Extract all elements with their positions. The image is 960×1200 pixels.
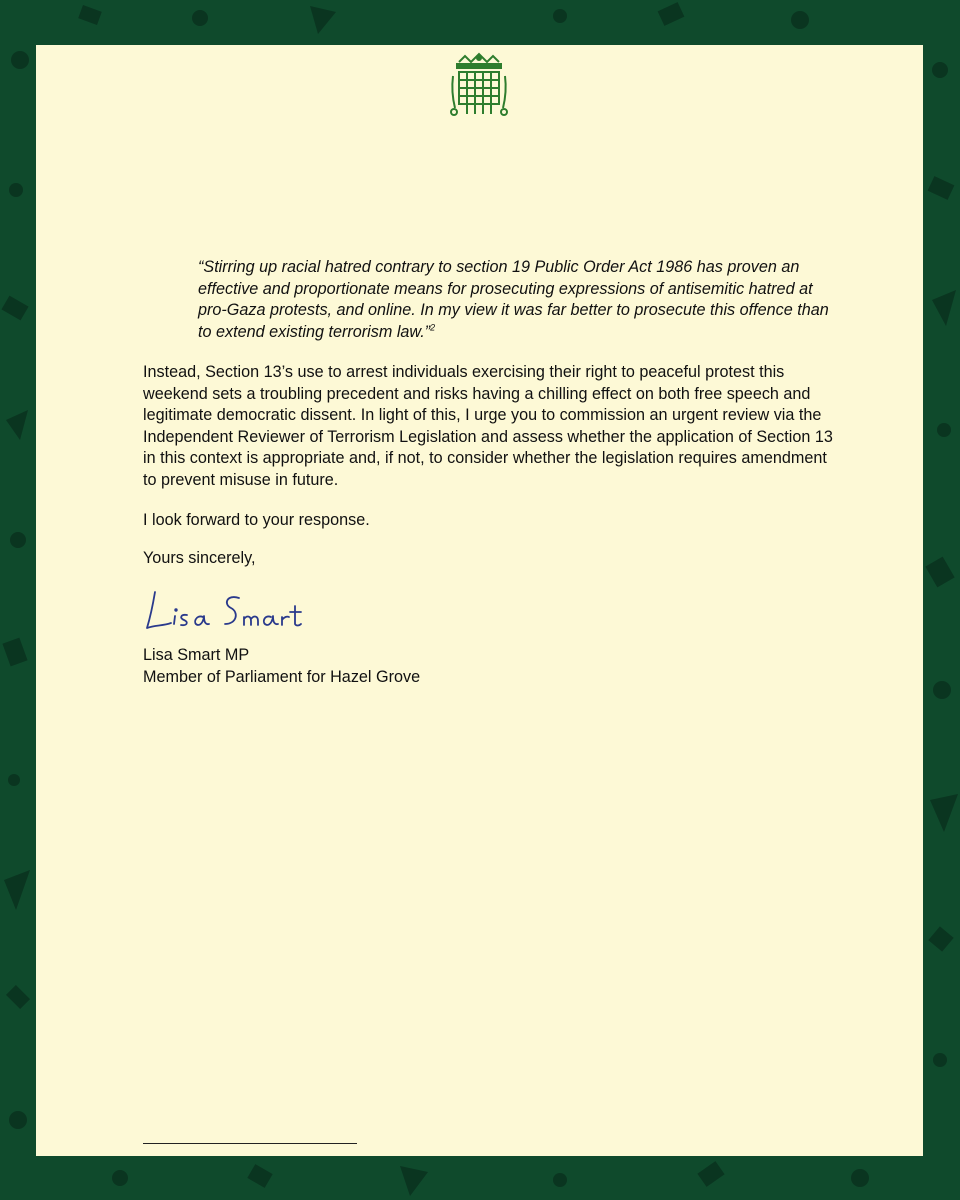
signatory-block	[143, 645, 543, 688]
body-paragraph-main: Instead, Section 13’s use to arrest individuals exercising their right to peaceful protest this weekend sets a troubling precedent and risks having a chilling effect on both free speech and legitimate democratic dissent. In light of this, I urge you to commission an urgent review via the Independent Reviewer of Terrorism Legislation and assess whether the application of Section 13 in this context is appropriate and, if not, to consider whether the legislation requires amendment to prevent misuse in future.	[143, 363, 833, 489]
signatory-name: Lisa Smart MP	[143, 646, 250, 664]
footnote-reference: 2	[430, 322, 436, 333]
quotation-text: “Stirring up racial hatred contrary to section 19 Public Order Act 1986 has proven an effective and proportionate means for prosecuting expressions of antisemitic hatred at pro-Gaza protests, and online. In my view it was far better to prosecute this offence than to extend existing terrorism law.”	[198, 258, 829, 341]
sign-off: Yours sincerely,	[143, 549, 256, 567]
closing-line: I look forward to your response.	[143, 511, 370, 529]
quotation	[198, 257, 838, 343]
signatory-role: Member of Parliament for Hazel Grove	[143, 667, 421, 686]
portcullis-crest-icon	[449, 52, 509, 122]
footnote-divider	[143, 1143, 357, 1144]
handwritten-signature	[141, 586, 311, 638]
